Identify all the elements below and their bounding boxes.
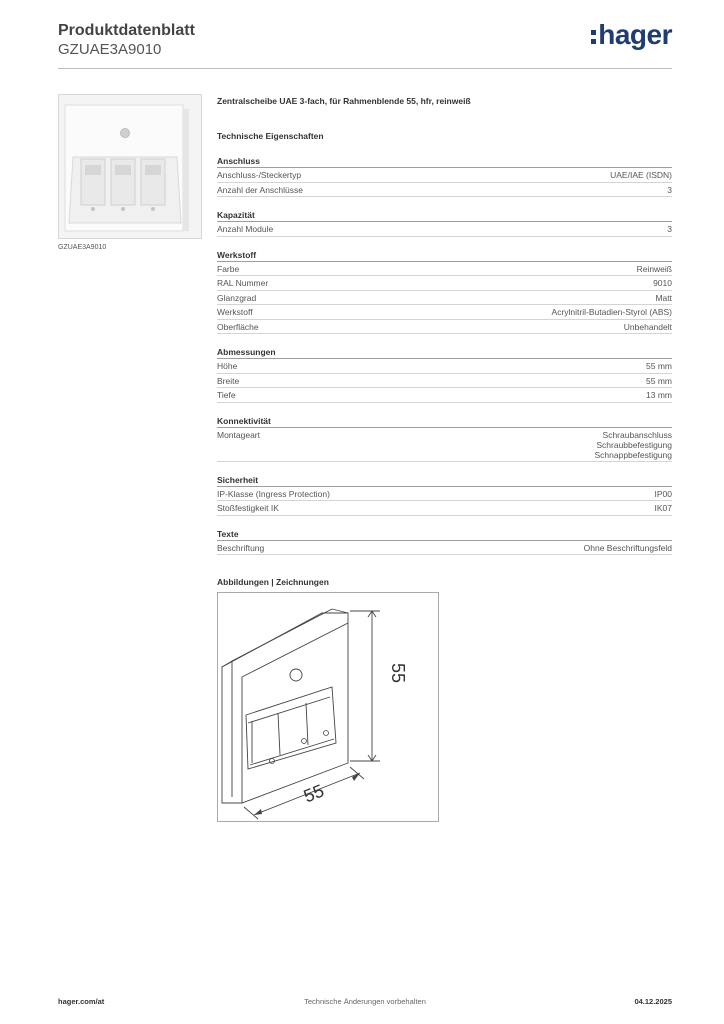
spec-value xyxy=(655,503,673,514)
spec-label: Montageart xyxy=(217,429,260,440)
spec-label: RAL Nummer xyxy=(217,278,269,288)
spec-value-line: UAE/IAE (ISDN) xyxy=(610,170,672,180)
spec-row xyxy=(217,305,672,320)
product-code: GZUAE3A9010 xyxy=(58,41,162,58)
spec-value-line: IK07 xyxy=(654,503,672,513)
spec-label: Farbe xyxy=(217,263,240,274)
spec-value xyxy=(653,278,672,289)
spec-label: Anschluss-/Steckertyp xyxy=(217,170,302,180)
spec-value xyxy=(646,361,672,372)
spec-section xyxy=(217,210,672,237)
spec-value xyxy=(667,224,672,235)
spec-row xyxy=(217,183,672,198)
spec-label: Anzahl der Anschlüsse xyxy=(217,184,303,195)
spec-section xyxy=(217,475,672,516)
logo-dots-icon xyxy=(590,24,597,46)
spec-value xyxy=(655,293,672,304)
spec-value-line: Unbehandelt xyxy=(623,321,672,332)
section-title: Abmessungen xyxy=(217,347,672,359)
spec-value-line: 9010 xyxy=(653,278,672,288)
footer-notice: Technische Änderungen vorbehalten xyxy=(304,997,426,1006)
spec-row xyxy=(217,428,672,462)
spec-label: Anzahl Module xyxy=(217,224,274,234)
spec-row xyxy=(217,388,672,403)
spec-value xyxy=(624,322,672,333)
spec-section xyxy=(217,529,672,556)
spec-row xyxy=(217,168,672,183)
spec-value xyxy=(646,376,672,387)
dimension-width-label: 55 xyxy=(300,780,327,807)
spec-label: Höhe xyxy=(217,361,238,371)
spec-content xyxy=(217,96,672,587)
footer-date: 04.12.2025 xyxy=(634,997,672,1006)
spec-row xyxy=(217,276,672,291)
spec-value xyxy=(667,185,672,196)
spec-row xyxy=(217,359,672,374)
spec-value-line: 3 xyxy=(667,184,672,195)
spec-row xyxy=(217,487,672,502)
page-footer xyxy=(58,997,672,1009)
spec-row xyxy=(217,320,672,335)
spec-value-line: Schraubanschluss xyxy=(602,429,672,440)
spec-value xyxy=(552,307,672,318)
section-title: Anschluss xyxy=(217,156,672,168)
header-divider xyxy=(58,68,672,69)
spec-label: Oberfläche xyxy=(217,321,259,332)
spec-label: IP-Klasse (Ingress Protection) xyxy=(217,488,330,499)
spec-value xyxy=(584,543,672,554)
section-title: Texte xyxy=(217,529,672,541)
dimension-drawing-icon xyxy=(218,593,438,821)
spec-value-line: Schnappbefestigung xyxy=(594,449,672,460)
spec-section xyxy=(217,250,672,335)
spec-label: Beschriftung xyxy=(217,542,265,553)
spec-value xyxy=(646,390,672,401)
spec-section xyxy=(217,347,672,403)
spec-section xyxy=(217,156,672,197)
product-description: Zentralscheibe UAE 3-fach, für Rahmenblende 55, hfr, reinweiß xyxy=(217,96,471,106)
spec-value-line: Ohne Beschriftungsfeld xyxy=(583,542,672,553)
doc-title: Produktdatenblatt xyxy=(58,22,195,39)
product-image xyxy=(58,94,202,239)
spec-label: Glanzgrad xyxy=(217,292,257,303)
spec-value xyxy=(594,430,672,460)
spec-value xyxy=(637,264,672,275)
spec-value xyxy=(610,170,672,181)
spec-value-line: 13 mm xyxy=(646,390,672,400)
spec-value-line: Schraubbefestigung xyxy=(596,439,672,450)
hager-logo: hager xyxy=(590,22,672,48)
spec-value-line: Reinweiß xyxy=(636,263,672,274)
product-image-caption: GZUAE3A9010 xyxy=(58,244,107,251)
spec-value-line: Matt xyxy=(655,292,672,303)
spec-row xyxy=(217,501,672,516)
spec-value-line: 3 xyxy=(667,224,672,234)
section-title: Werkstoff xyxy=(217,250,672,262)
spec-row xyxy=(217,262,672,277)
figures-title: Abbildungen | Zeichnungen xyxy=(217,577,329,587)
spec-section xyxy=(217,416,672,462)
spec-value-line: IP00 xyxy=(654,488,672,499)
footer-website-link[interactable]: hager.com/at xyxy=(58,997,105,1006)
tech-properties-title: Technische Eigenschaften xyxy=(217,131,324,141)
spec-label: Stoßfestigkeit IK xyxy=(217,503,279,513)
spec-value-line: 55 mm xyxy=(646,375,672,386)
page-header xyxy=(58,19,672,72)
spec-row xyxy=(217,222,672,237)
spec-label: Tiefe xyxy=(217,390,236,400)
section-title: Konnektivität xyxy=(217,416,672,428)
section-title: Kapazität xyxy=(217,210,672,222)
spec-value xyxy=(655,489,673,500)
spec-row xyxy=(217,541,672,556)
product-photo-icon xyxy=(59,95,201,238)
technical-drawing xyxy=(217,592,439,822)
spec-label: Werkstoff xyxy=(217,307,253,317)
spec-row xyxy=(217,291,672,306)
spec-label: Breite xyxy=(217,375,240,386)
dimension-height-label: 55 xyxy=(388,662,408,684)
spec-sections xyxy=(217,156,672,555)
spec-value-line: Acrylnitril-Butadien-Styrol (ABS) xyxy=(551,307,672,317)
spec-row xyxy=(217,374,672,389)
spec-value-line: 55 mm xyxy=(646,361,672,371)
section-title: Sicherheit xyxy=(217,475,672,487)
